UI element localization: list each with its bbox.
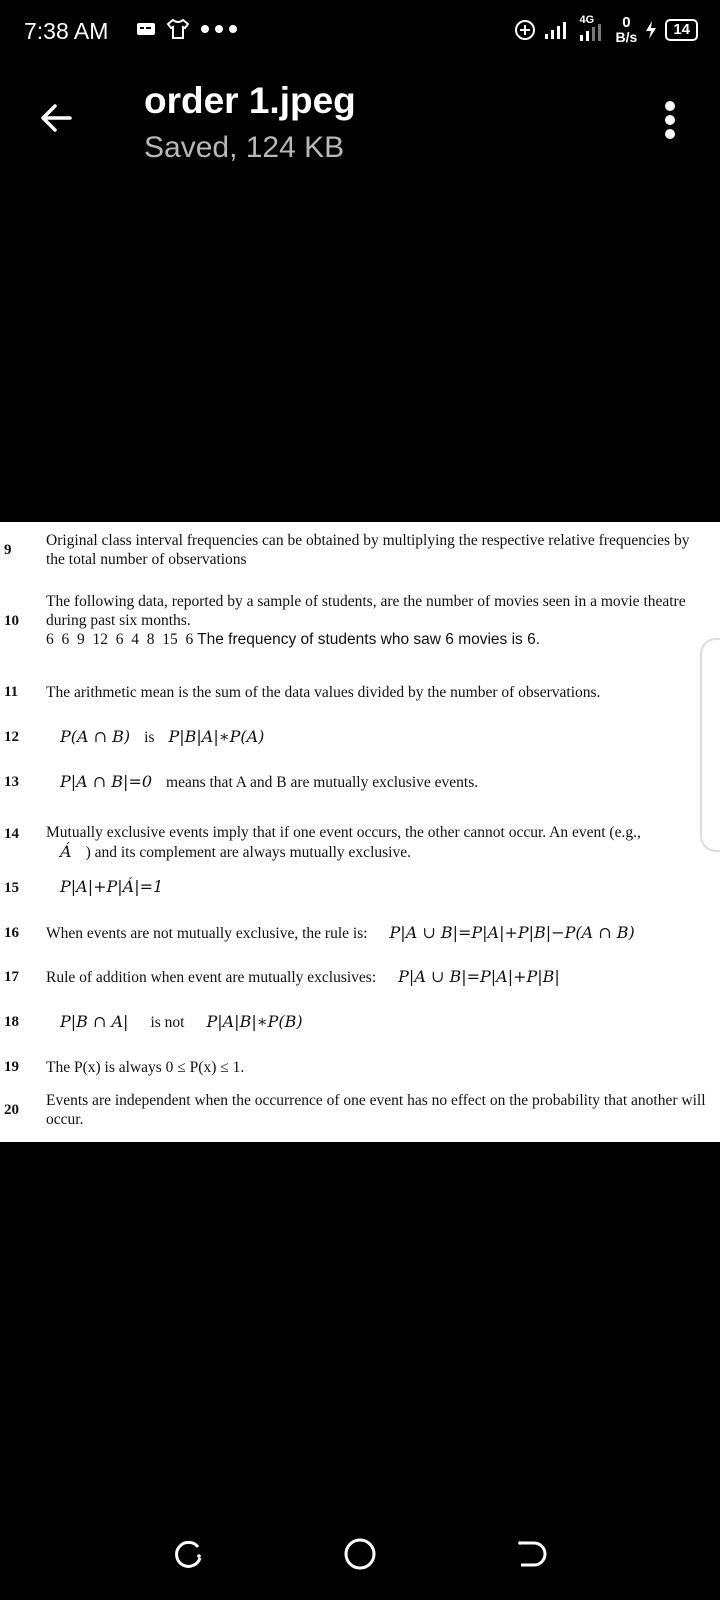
formula: P(A ∩ B) <box>60 727 131 746</box>
status-left-icons <box>136 18 238 40</box>
item-text: means that A and B are mutually exclusive events. <box>166 774 479 791</box>
item-number: 16 <box>4 925 19 941</box>
battery-icon: 14 <box>665 19 698 41</box>
symbol: Á <box>60 842 72 861</box>
formula: P|A ∪ B|=P|A|+P|B|−P(A ∩ B) <box>389 923 635 942</box>
signal-4g-icon <box>578 14 608 43</box>
recent-apps-icon[interactable] <box>168 1534 208 1574</box>
more-vert-icon[interactable] <box>663 100 677 140</box>
formula: P|A ∪ B|=P|A|+P|B| <box>398 967 560 986</box>
item-formula-line <box>60 1012 720 1032</box>
item-formula-line <box>60 772 720 792</box>
data-line: 6 6 9 12 6 4 8 15 6 <box>46 631 194 648</box>
item-formula-line <box>60 877 720 897</box>
document-image[interactable] <box>0 522 720 1142</box>
file-title: order 1.jpeg <box>144 80 356 121</box>
item-text: When events are not mutually exclusive, the rule is: <box>46 925 368 942</box>
item-text: Events are independent when the occurrence of one event has no effect on the probability that another will occur. <box>46 1092 706 1128</box>
back-arrow-icon[interactable] <box>36 98 76 138</box>
back-nav-icon[interactable] <box>512 1534 552 1574</box>
item-number: 19 <box>4 1059 19 1075</box>
formula: P|A|+P|Á|=1 <box>60 877 164 896</box>
add-circle-icon <box>514 19 536 41</box>
side-panel-handle[interactable] <box>700 638 720 852</box>
status-right-icons <box>514 16 698 44</box>
item-text: ) and its complement are always mutually exclusive. <box>85 844 411 861</box>
item-text: The following data, reported by a sample of students, are the number of movies seen in a movie theatre during past six months. <box>46 593 686 629</box>
item-number: 14 <box>4 826 19 842</box>
formula: P|B|A|∗P(A) <box>168 727 265 746</box>
message-icon <box>136 21 156 37</box>
speed-unit: B/s <box>615 29 638 45</box>
speed-value: 0 <box>622 14 631 31</box>
more-dots-icon <box>200 24 238 34</box>
item-number: 18 <box>4 1014 19 1030</box>
item-formula-line <box>60 727 720 747</box>
formula: P|A|B|∗P(B) <box>206 1012 303 1031</box>
signal-icon <box>544 20 570 40</box>
item-formula-line <box>46 967 706 987</box>
network-speed <box>616 16 638 44</box>
item-formula-line <box>46 923 706 943</box>
item-number: 12 <box>4 729 19 745</box>
network-label: 4G <box>579 14 595 26</box>
item-number: 17 <box>4 969 19 985</box>
item-text: Mutually exclusive events imply that if one event occurs, the other cannot occur. An event (e.g., <box>46 824 641 841</box>
item-text-block <box>46 592 706 649</box>
formula: P|A ∩ B|=0 <box>60 772 153 791</box>
formula: P|B ∩ A| <box>60 1012 129 1031</box>
item-text: The P(x) is always 0 ≤ P(x) ≤ 1. <box>46 1059 245 1076</box>
item-number: 10 <box>4 613 19 629</box>
shirt-icon <box>166 18 190 40</box>
item-number: 20 <box>4 1102 19 1118</box>
file-subtitle: Saved, 124 KB <box>144 131 345 164</box>
connector-text: is <box>144 729 155 746</box>
item-text-block <box>46 823 706 862</box>
item-number: 11 <box>4 684 19 700</box>
status-time: 7:38 AM <box>24 18 109 44</box>
item-number: 13 <box>4 774 19 790</box>
item-text: Rule of addition when event are mutually exclusives: <box>46 969 377 986</box>
connector-text: is not <box>150 1014 185 1031</box>
home-icon[interactable] <box>340 1534 380 1574</box>
item-text: The arithmetic mean is the sum of the data values divided by the number of observations. <box>46 684 601 701</box>
item-tail: The frequency of students who saw 6 movies is 6. <box>197 631 541 648</box>
item-text: Original class interval frequencies can be obtained by multiplying the respective relative frequencies by the total number of observations <box>46 532 690 568</box>
item-number: 9 <box>4 542 12 558</box>
charging-icon <box>645 20 657 40</box>
item-number: 15 <box>4 880 19 896</box>
